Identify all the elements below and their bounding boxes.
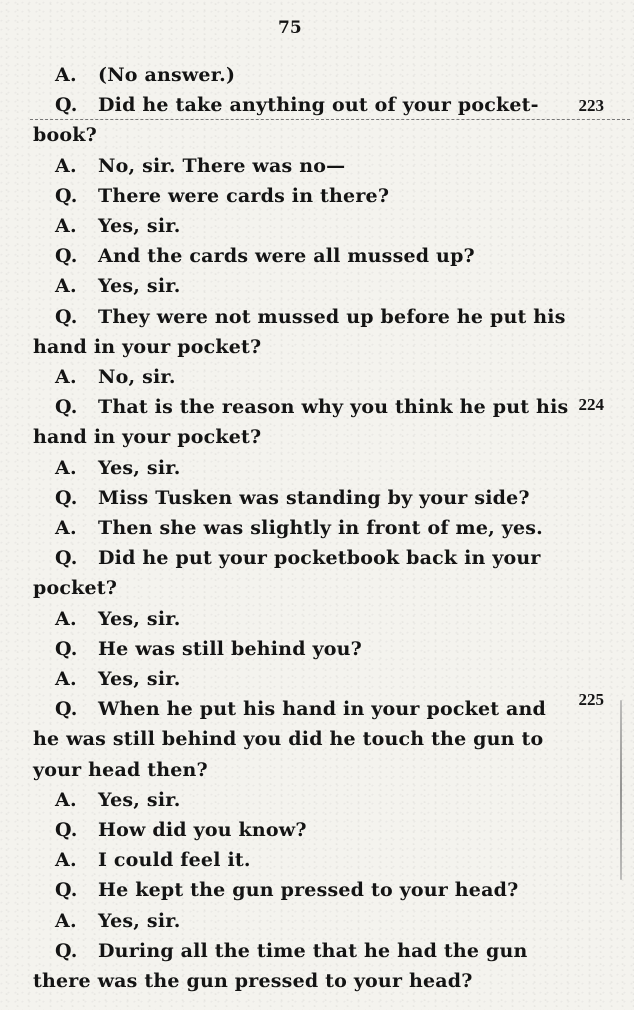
margin-ref-224: 224 [578, 395, 604, 414]
line-text: Then she was slightly in front of me, yes. [98, 517, 543, 539]
margin-mark [620, 700, 622, 880]
speaker-mark: Q. [55, 879, 78, 902]
line-text: He kept the gun pressed to your head? [98, 879, 519, 902]
speaker-mark: A. [55, 366, 77, 388]
speaker-mark: A. [55, 64, 77, 86]
line-text: hand in your pocket? [33, 426, 262, 449]
speaker-mark: Q. [55, 305, 78, 328]
fold-line [30, 119, 630, 120]
speaker-mark: A. [55, 849, 77, 872]
speaker-mark: A. [55, 154, 77, 177]
line-text: Did he put your pocketbook back in your [98, 547, 541, 570]
line-text: There were cards in there? [98, 184, 390, 207]
line-text: That is the reason why you think he put his [98, 396, 569, 419]
line-text: he was still behind you did he touch the gun to [33, 728, 544, 751]
line-text: How did you know? [98, 819, 307, 841]
margin-ref-223: 223 [578, 96, 604, 115]
page-number: 75 [278, 18, 302, 38]
margin-ref-225: 225 [578, 690, 604, 709]
line-text: Yes, sir. [98, 607, 181, 630]
speaker-mark: Q. [55, 939, 78, 962]
line-text: No, sir. [98, 366, 176, 388]
line-text: And the cards were all mussed up? [98, 245, 475, 268]
speaker-mark: A. [55, 788, 77, 811]
line-text: They were not mussed up before he put his [98, 305, 566, 328]
speaker-mark: Q. [55, 184, 78, 207]
speaker-mark: Q. [55, 637, 78, 660]
line-text: your head then? [33, 758, 208, 781]
speaker-mark: A. [55, 517, 77, 539]
line-text: Did he take anything out of your pocket- [98, 94, 539, 117]
line-text: Yes, sir. [98, 456, 181, 479]
line-text: During all the time that he had the gun [98, 939, 528, 962]
line-text: hand in your pocket? [33, 335, 262, 358]
line-text: When he put his hand in your pocket and [98, 698, 547, 721]
speaker-mark: A. [55, 456, 77, 479]
speaker-mark: A. [55, 668, 77, 690]
speaker-mark: Q. [55, 245, 78, 268]
line-text: Yes, sir. [98, 215, 181, 237]
line-text: Yes, sir. [98, 668, 181, 690]
speaker-mark: Q. [55, 819, 78, 841]
line-text: Yes, sir. [98, 275, 181, 298]
speaker-mark: A. [55, 607, 77, 630]
speaker-mark: Q. [55, 94, 78, 117]
speaker-mark: Q. [55, 396, 78, 419]
line-text: there was the gun pressed to your head? [33, 970, 473, 992]
line-text: pocket? [33, 577, 118, 600]
speaker-mark: Q. [55, 547, 78, 570]
speaker-mark: A. [55, 215, 77, 237]
line-text: Yes, sir. [98, 909, 181, 932]
line-text: book? [33, 124, 97, 147]
line-text: No, sir. There was no— [98, 154, 346, 177]
speaker-mark: Q. [55, 486, 78, 509]
line-text: Miss Tusken was standing by your side? [98, 486, 530, 509]
speaker-mark: A. [55, 909, 77, 932]
line-text: He was still behind you? [98, 637, 362, 660]
line-text: (No answer.) [98, 64, 236, 86]
speaker-mark: Q. [55, 698, 78, 721]
speaker-mark: A. [55, 275, 77, 298]
line-text: I could feel it. [98, 849, 251, 872]
line-text: Yes, sir. [98, 788, 181, 811]
